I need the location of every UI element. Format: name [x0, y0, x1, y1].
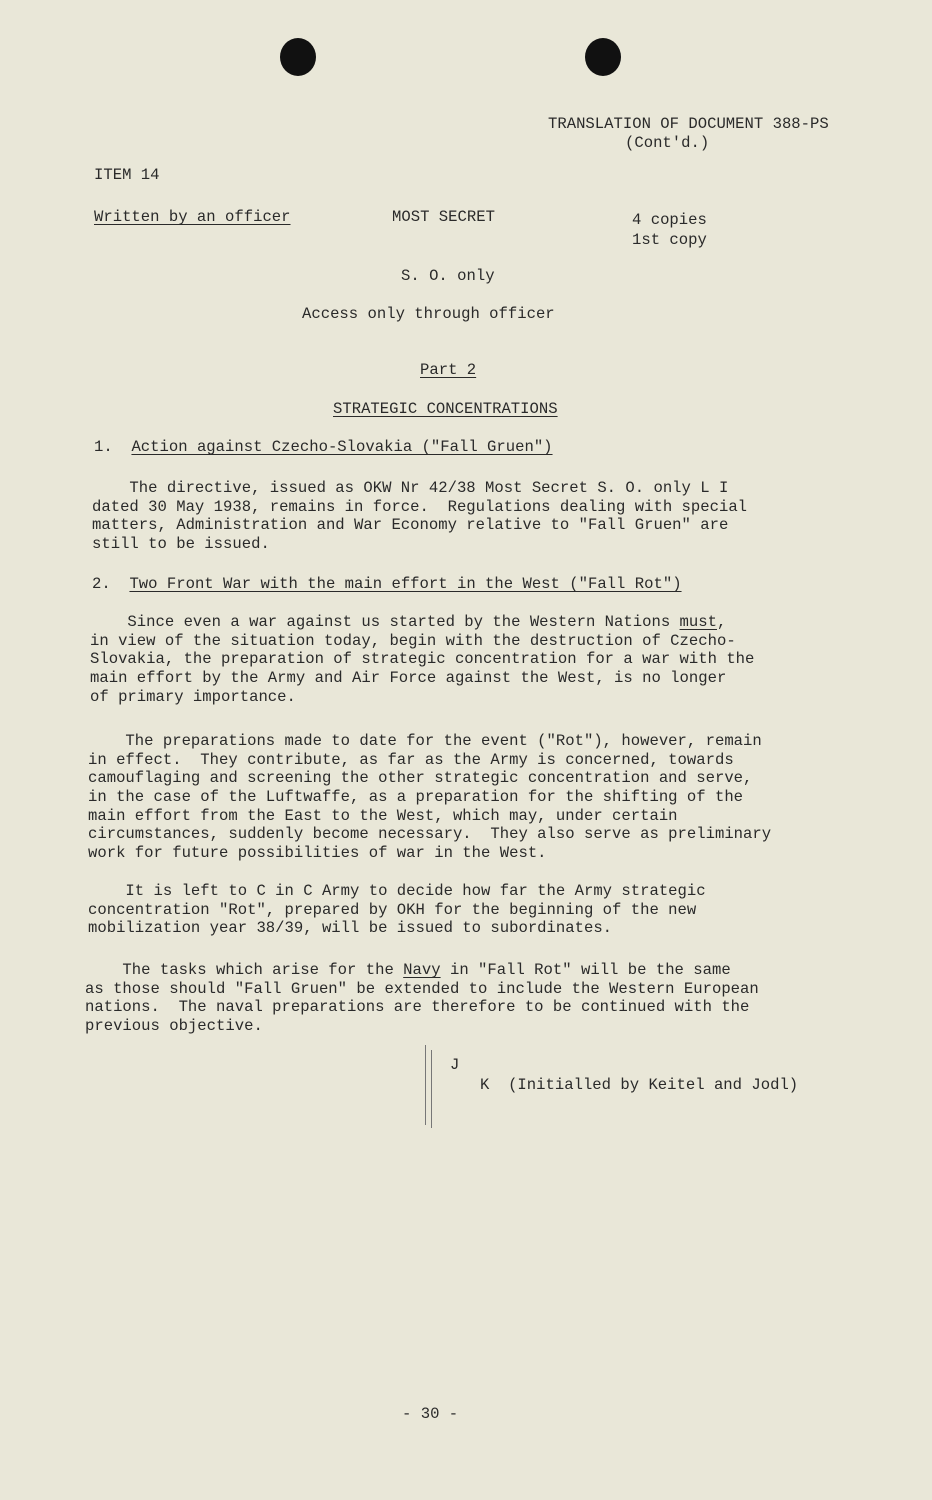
text: Since even a war against us started by the Western Nations [90, 613, 680, 631]
line: camouflaging and screening the other strategic concentration and serve, [88, 769, 753, 788]
classification: MOST SECRET [392, 208, 495, 226]
paragraph-3 [88, 732, 771, 863]
line: previous objective. [85, 1017, 263, 1036]
text: in "Fall Rot" will be the same [440, 961, 731, 979]
line: main effort by the Army and Air Force against the West, is no longer [90, 669, 727, 688]
heading-1-number: 1. [94, 438, 113, 456]
signature-stroke [431, 1050, 432, 1128]
item-number: ITEM 14 [94, 166, 160, 184]
line: Slovakia, the preparation of strategic concentration for a war with the [90, 650, 755, 669]
line: in effect. They contribute, as far as the Army is concerned, towards [88, 750, 734, 769]
line: in the case of the Luftwaffe, as a preparation for the shifting of the [88, 788, 744, 807]
part-heading: Part 2 [420, 361, 477, 379]
line: as those should "Fall Gruen" be extended to include the Western European [85, 979, 759, 998]
line [90, 613, 754, 632]
heading-2-number: 2. [92, 575, 111, 593]
heading-2 [92, 575, 682, 594]
line: main effort from the East to the West, which may, under certain [88, 806, 678, 825]
signature-stroke [425, 1045, 426, 1125]
line: concentration "Rot", prepared by OKH for the beginning of the new [88, 900, 697, 919]
line: The directive, issued as OKW Nr 42/38 Most Secret S. O. only L I [92, 479, 729, 497]
line: dated 30 May 1938, remains in force. Regulations dealing with special [92, 497, 748, 516]
paragraph-2 [90, 613, 754, 706]
initial-j: J [450, 1056, 460, 1074]
line: circumstances, suddenly become necessary. They also serve as preliminary [88, 825, 772, 844]
paragraph-5 [85, 961, 759, 1036]
document-title: TRANSLATION OF DOCUMENT 388-PS [548, 115, 829, 133]
so-only: S. O. only [401, 267, 495, 285]
heading-1 [94, 438, 553, 457]
paragraph-1 [92, 479, 747, 554]
heading-2-text: Two Front War with the main effort in the West ("Fall Rot") [129, 575, 682, 593]
initials-note: (Initialled by Keitel and Jodl) [508, 1076, 799, 1094]
copies: 4 copies [632, 211, 707, 229]
copy-number: 1st copy [632, 231, 707, 249]
text: , [716, 613, 727, 631]
line: The preparations made to date for the event ("Rot"), however, remain [88, 732, 762, 750]
page-number: - 30 - [402, 1405, 459, 1423]
line: work for future possibilities of war in the West. [88, 844, 547, 863]
signature-line [480, 1076, 798, 1095]
author-note: Written by an officer [94, 208, 291, 226]
access-note: Access only through officer [302, 305, 555, 323]
paragraph-4 [88, 882, 706, 938]
line: nations. The naval preparations are therefore to be continued with the [85, 998, 750, 1017]
line: matters, Administration and War Economy relative to "Fall Gruen" are [92, 516, 729, 535]
text: The tasks which arise for the [85, 961, 404, 979]
heading-1-text: Action against Czecho-Slovakia ("Fall Gruen") [131, 438, 553, 456]
line: It is left to C in C Army to decide how far the Army strategic [88, 882, 706, 900]
line: still to be issued. [92, 535, 270, 554]
punch-hole-right [585, 38, 621, 76]
section-title: STRATEGIC CONCENTRATIONS [333, 400, 558, 418]
line: of primary importance. [90, 687, 296, 706]
line: in view of the situation today, begin with the destruction of Czecho- [90, 631, 736, 650]
continued-label: (Cont'd.) [625, 134, 710, 152]
line: mobilization year 38/39, will be issued to subordinates. [88, 919, 613, 938]
line [85, 961, 759, 980]
punch-hole-left [280, 38, 316, 76]
emphasis-navy: Navy [403, 961, 441, 979]
initial-k: K [480, 1076, 490, 1094]
emphasis-must: must [679, 613, 717, 631]
